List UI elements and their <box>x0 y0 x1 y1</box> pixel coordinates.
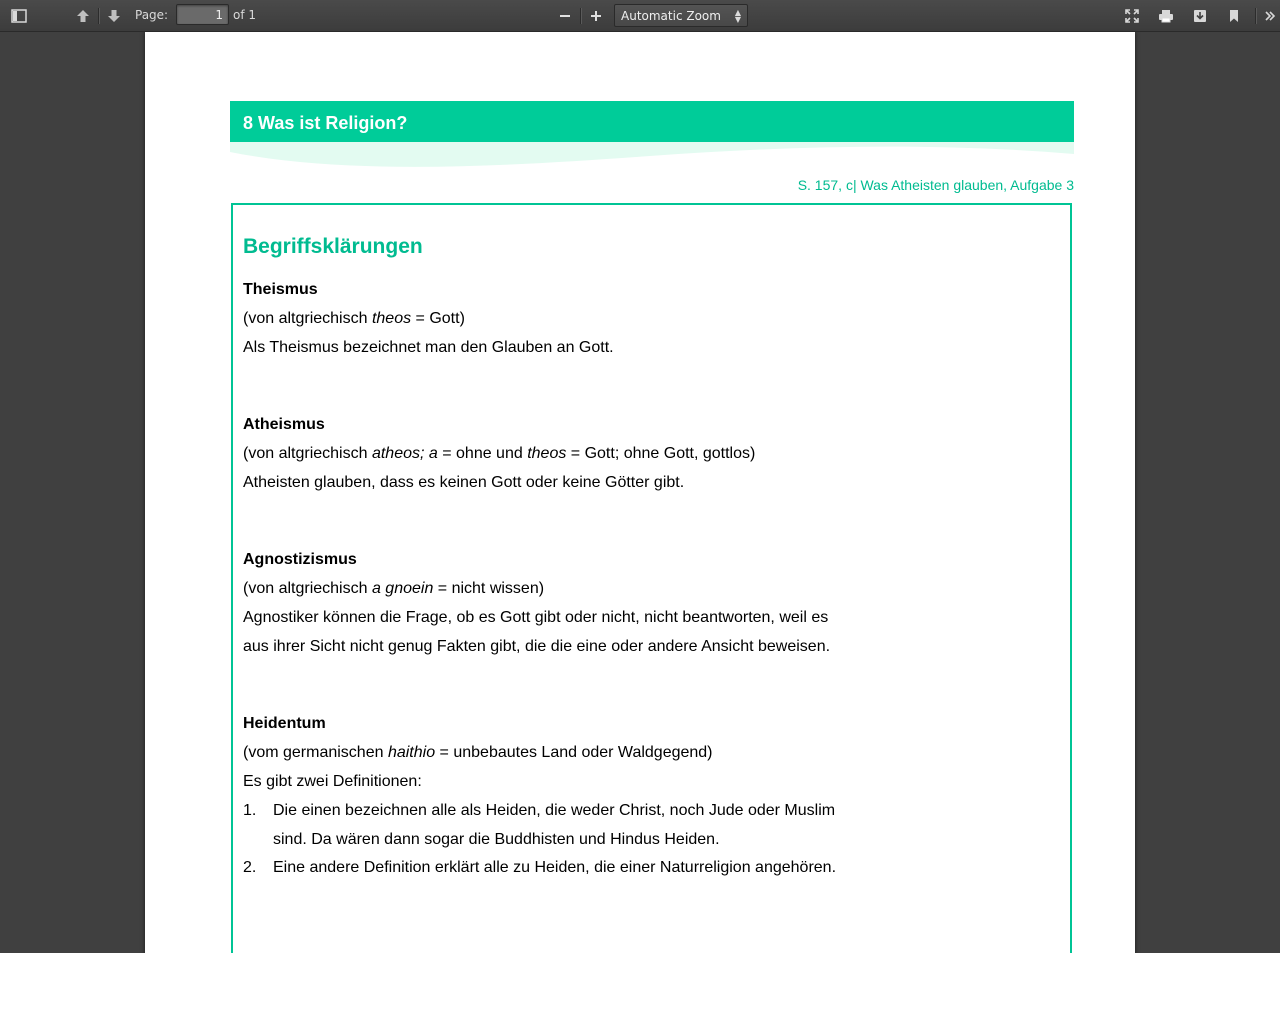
bookmark-icon[interactable] <box>1221 4 1247 28</box>
list-item-1-line2: sind. Da wären dann sogar die Buddhisten und Hindus Heiden. <box>273 831 720 848</box>
sidebar-toggle-icon[interactable] <box>6 4 32 28</box>
chapter-banner <box>230 101 1074 142</box>
page-reference: S. 157, c| Was Atheisten glauben, Aufgabe 3 <box>797 177 1074 193</box>
list-item-2-line1: Eine andere Definition erklärt alle zu Heiden, die einer Naturreligion angehören. <box>273 859 837 876</box>
toolbar-separator <box>98 8 99 24</box>
definition-agnostizismus-line2: aus ihrer Sicht nicht genug Fakten gibt, die die eine oder andere Ansicht beweisen. <box>243 638 831 655</box>
page-number-input[interactable] <box>176 4 229 25</box>
next-page-icon[interactable] <box>101 4 127 28</box>
section-heading: Begriffsklärungen <box>243 235 423 258</box>
chapter-title: 8 Was ist Religion? <box>243 113 408 133</box>
term-atheismus: Atheismus <box>243 416 325 433</box>
etymology-agnostizismus: (von altgriechisch a gnoein = nicht wissen) <box>243 580 545 597</box>
etymology-atheismus: (von altgriechisch atheos; a = ohne und theos = Gott; ohne Gott, gottlos) <box>243 445 756 462</box>
etymology-theismus: (von altgriechisch theos = Gott) <box>243 310 465 327</box>
zoom-in-icon[interactable] <box>583 4 609 28</box>
definition-theismus: Als Theismus bezeichnet man den Glauben an Gott. <box>243 339 614 356</box>
etymology-heidentum: (vom germanischen haithio = unbebautes Land oder Waldgegend) <box>243 744 713 761</box>
page-label: Page: <box>135 8 169 22</box>
toolbar-separator <box>580 8 581 24</box>
pdf-toolbar <box>0 0 1280 32</box>
previous-page-icon[interactable] <box>70 4 96 28</box>
download-icon[interactable] <box>1187 4 1213 28</box>
print-icon[interactable] <box>1153 4 1179 28</box>
definition-heidentum-intro: Es gibt zwei Definitionen: <box>243 773 422 790</box>
term-heidentum: Heidentum <box>243 715 326 732</box>
list-number: 1. <box>243 802 257 819</box>
zoom-select[interactable] <box>614 4 748 27</box>
page-count-label: of 1 <box>233 8 257 22</box>
banner-wave <box>230 142 1074 174</box>
zoom-out-icon[interactable] <box>552 4 578 28</box>
pdf-page <box>145 32 1135 953</box>
term-agnostizismus: Agnostizismus <box>243 551 357 568</box>
zoom-select-value: Automatic Zoom <box>621 9 721 23</box>
toolbar-separator <box>1255 8 1256 24</box>
presentation-mode-icon[interactable] <box>1119 4 1145 28</box>
term-theismus: Theismus <box>243 281 318 298</box>
list-number: 2. <box>243 859 257 876</box>
definition-atheismus: Atheisten glauben, dass es keinen Gott oder keine Götter gibt. <box>243 474 685 491</box>
document-viewer[interactable] <box>0 32 1280 953</box>
tools-icon[interactable] <box>1260 4 1280 28</box>
definition-agnostizismus-line1: Agnostiker können die Frage, ob es Gott gibt oder nicht, nicht beantworten, weil es <box>243 609 829 626</box>
chevron-updown-icon: ▲ ▼ <box>734 8 741 24</box>
list-item-1-line1: Die einen bezeichnen alle als Heiden, die weder Christ, noch Jude oder Muslim <box>273 802 836 819</box>
